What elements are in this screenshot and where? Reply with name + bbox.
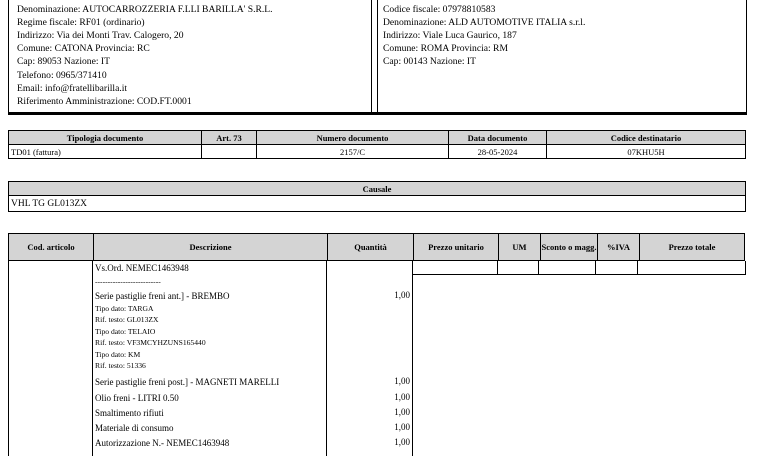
cedente-line: Regime fiscale: RF01 (ordinario)	[17, 17, 145, 28]
th-quantita: Quantità	[328, 234, 414, 261]
th-codice-destinatario: Codice destinatario	[547, 131, 746, 145]
th-cod-articolo: Cod. articolo	[9, 234, 94, 261]
item-detail: Tipo dato: TARGA	[95, 304, 154, 313]
cessionario-line: Indirizzo: Viale Luca Gaurico, 187	[383, 30, 517, 41]
item-description: Autorizzazione N.- NEMEC1463948	[95, 438, 230, 448]
item-description: Materiale di consumo	[95, 423, 174, 433]
item-description: Olio freni - LITRI 0.50	[95, 393, 179, 403]
item-quantity: 1,00	[394, 422, 410, 432]
th-tipologia: Tipologia documento	[9, 131, 202, 145]
th-iva: %IVA	[598, 234, 640, 261]
th-sconto: Sconto o magg.	[541, 234, 598, 261]
document-table	[8, 130, 746, 159]
th-um: UM	[499, 234, 541, 261]
cedente-line: Cap: 89053 Nazione: IT	[17, 56, 110, 67]
item-quantity: 1,00	[394, 392, 410, 402]
th-art73: Art. 73	[202, 131, 257, 145]
th-causale: Causale	[9, 182, 746, 196]
item-quantity: 1,00	[394, 437, 410, 447]
item-description: Smaltimento rifiuti	[95, 408, 164, 418]
causale-table	[8, 181, 746, 212]
cedente-line: Denominazione: AUTOCARROZZERIA F.LLI BARILLA' S.R.L.	[17, 4, 273, 15]
item-description: Serie pastiglie freni ant.] - BREMBO	[95, 291, 230, 301]
causale-value: VHL TG GL013ZX	[9, 196, 746, 212]
items-table-header	[8, 233, 745, 261]
cessionario-line: Denominazione: ALD AUTOMOTIVE ITALIA s.r.l.	[383, 17, 586, 28]
th-prezzo-totale: Prezzo totale	[640, 234, 745, 261]
order-reference: Vs.Ord. NEMEC1463948	[95, 263, 189, 273]
cessionario-line: Cap: 00143 Nazione: IT	[383, 56, 476, 67]
th-data: Data documento	[449, 131, 547, 145]
cedente-line: Comune: CATONA Provincia: RC	[17, 43, 150, 54]
item-detail: Tipo dato: TELAIO	[95, 327, 156, 336]
cedente-line: Email: info@fratellibarilla.it	[17, 83, 128, 94]
item-detail: Rif. testo: GL013ZX	[95, 315, 159, 324]
item-quantity: 1,00	[394, 376, 410, 386]
item-quantity: 1,00	[394, 407, 410, 417]
th-numero: Numero documento	[257, 131, 449, 145]
data-value: 28-05-2024	[449, 145, 547, 159]
numero-value: 2157/C	[257, 145, 449, 159]
item-detail: Tipo dato: KM	[95, 350, 141, 359]
cessionario-line: Codice fiscale: 07978810583	[383, 4, 496, 15]
cedente-line: Telefono: 0965/371410	[17, 70, 107, 81]
cedente-line: Indirizzo: Via dei Monti Trav. Calogero, 20	[17, 30, 184, 41]
th-descrizione: Descrizione	[94, 234, 328, 261]
item-detail: Rif. testo: 51336	[95, 361, 146, 370]
tipologia-value: TD01 (fattura)	[9, 145, 202, 159]
item-quantity: 1,00	[394, 290, 410, 300]
item-detail: Rif. testo: VF3MCYHZUNS165440	[95, 338, 206, 347]
item-description: Serie pastiglie freni post.] - MAGNETI MARELLI	[95, 377, 280, 387]
codice-destinatario-value: 07KHU5H	[547, 145, 746, 159]
art73-value	[202, 145, 257, 159]
separator-line: --------------------------	[95, 277, 161, 286]
th-prezzo-unitario: Prezzo unitario	[414, 234, 499, 261]
cessionario-line: Comune: ROMA Provincia: RM	[383, 43, 508, 54]
cedente-line: Riferimento Amministrazione: COD.FT.0001	[17, 96, 192, 107]
header-divider	[8, 112, 747, 115]
